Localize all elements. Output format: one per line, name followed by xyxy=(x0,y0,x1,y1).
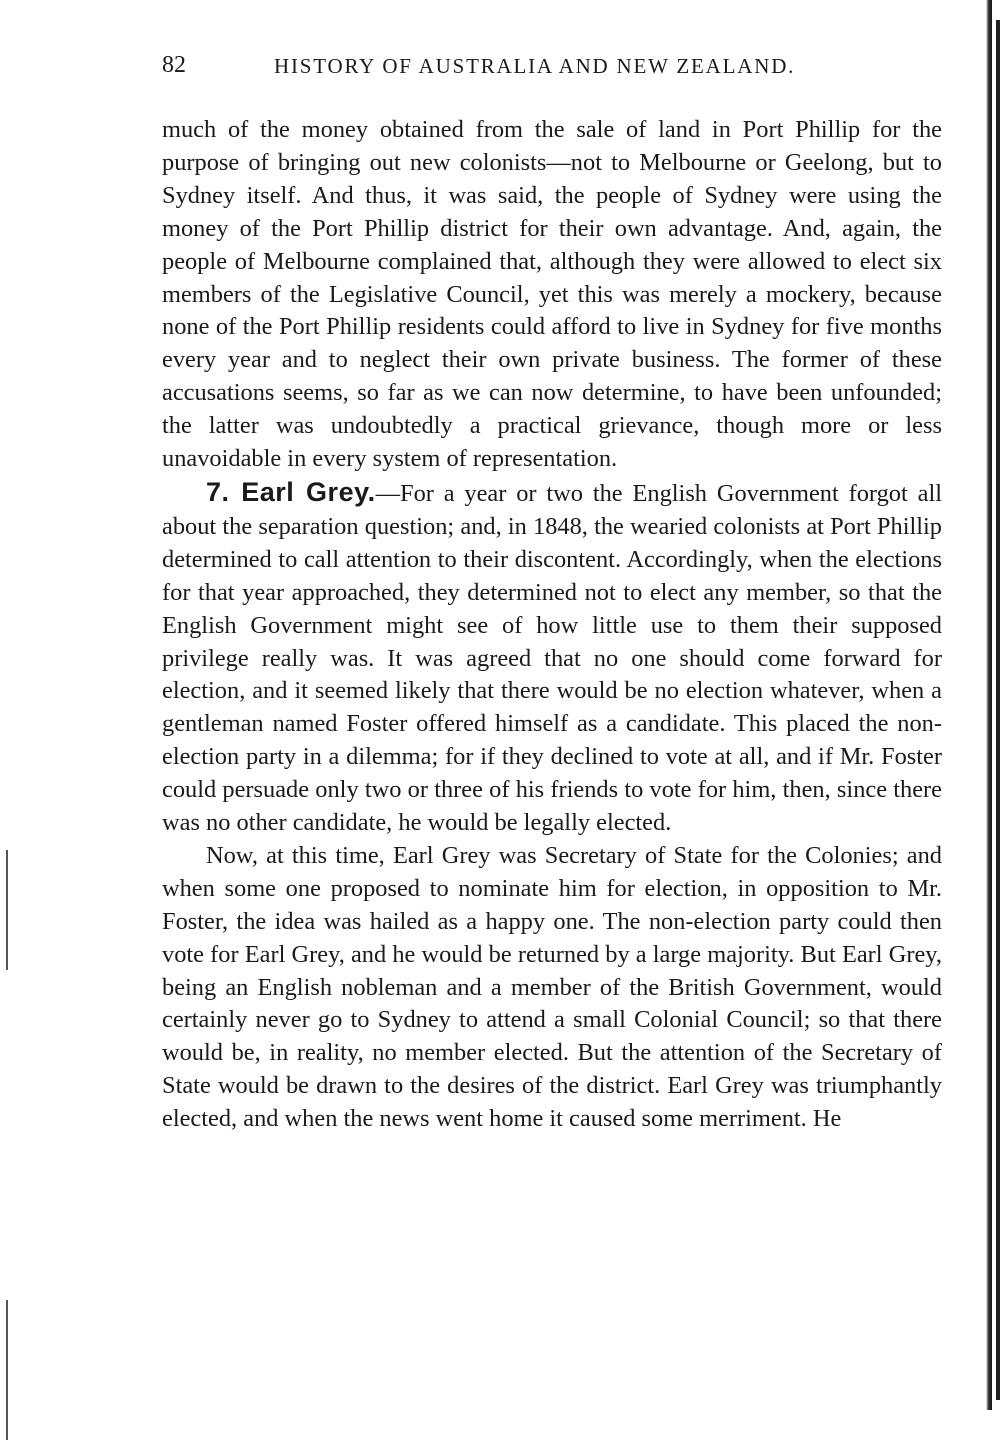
scan-margin-mark xyxy=(6,850,8,970)
running-head: HISTORY OF AUSTRALIA AND NEW ZEALAND. xyxy=(274,54,796,78)
page-number: 82 xyxy=(162,52,186,78)
body-text xyxy=(162,114,942,1136)
section-heading: 7. Earl Grey. xyxy=(206,476,376,507)
page-binding-shadow xyxy=(996,20,1000,1400)
section-paragraph xyxy=(162,476,942,840)
scan-margin-mark xyxy=(6,1300,8,1440)
page-header xyxy=(162,52,942,92)
paragraph: Now, at this time, Earl Grey was Secretary of State for the Colonies; and when some one proposed to nominate him for election, in opposition to Mr. Foster, the idea was hailed as a happy one. The non-election party could then vote for Earl Grey, and he would be returned by a large majority. But Earl Grey, being an English nobleman and a member of the British Government, would certainly never go to Sydney to attend a small Colonial Council; so that there would be, in reality, no member elected. But the attention of the Secretary of State would be drawn to the desires of the district. Earl Grey was triumphantly elected, and when the news went home it caused some merriment. He xyxy=(162,841,942,1133)
section-text: —For a year or two the English Government forgot all about the separation question; and, in 1848, the wearied colonists at Port Phillip determined to call attention to their discontent. Accordingly, when the elections for that year approached, they determined not to elect any member, so that the English Government might see of how little use to them their supposed privilege really was. It was agreed that no one should come forward for election, and it seemed likely that there would be no election whatever, when a gentleman named Foster offered himself as a candidate. This placed the non-election party in a dilemma; for if they declined to vote at all, and if Mr. Foster could persuade only two or three of his friends to vote for him, then, since there was no other candidate, he would be legally elected. xyxy=(162,479,943,837)
paragraph-continued: much of the money obtained from the sale of land in Port Phillip for the purpose of bringing out new colonists—not to Melbourne or Geelong, but to Sydney itself. And thus, it was said, the people of Sydney were using the money of the Port Phillip district for their own advantage. And, again, the people of Melbourne complained that, although they were allowed to elect six members of the Legislative Council, yet this was merely a mockery, because none of the Port Phillip residents could afford to live in Sydney for five months every year and to neglect their own private business. The former of these accusations seems, so far as we can now determine, to have been unfounded; the latter was undoubtedly a practical grievance, though more or less unavoidable in every system of representation. xyxy=(162,116,942,473)
page-binding-edge xyxy=(986,0,992,1410)
